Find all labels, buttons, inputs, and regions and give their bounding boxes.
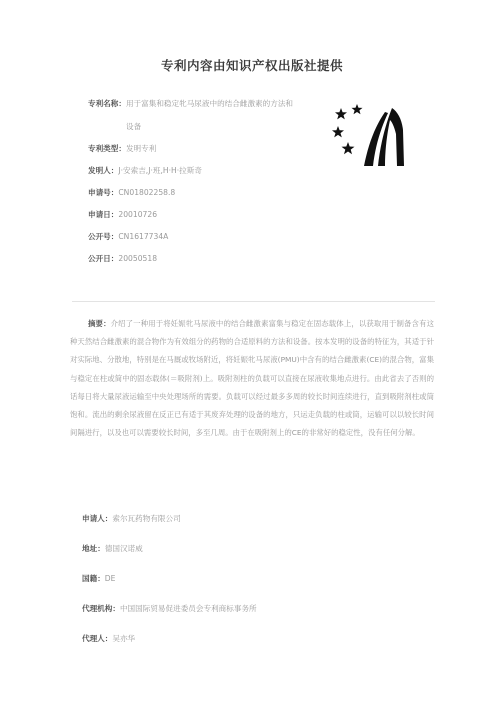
inventor-row: 发明人：J·安索吉,J·班,H·H·拉斯奇: [88, 166, 202, 175]
patent-type-row: 专利类型：发明专利: [88, 144, 157, 153]
country-value: DE: [104, 574, 116, 583]
country-label: 国籍: [82, 574, 98, 583]
patent-name-label: 专利名称: [88, 99, 119, 108]
patent-metadata: [88, 98, 328, 275]
publication-number-value: CN1617734A: [118, 232, 169, 241]
address-row: 地址：德国汉诺威: [82, 544, 143, 553]
agent-row: 代理人：吴亦华: [82, 634, 136, 643]
section-divider: [72, 301, 435, 302]
star-icon: [342, 142, 355, 154]
applicant-value: 索尔瓦药物有限公司: [112, 514, 181, 523]
application-number-label: 申请号: [88, 188, 111, 197]
emblem-right-pillar: [378, 108, 404, 166]
application-number-row: 申请号：CN01802258.8: [88, 188, 176, 197]
star-icon: [335, 108, 347, 119]
application-date-value: 20010726: [118, 210, 158, 219]
address-label: 地址: [82, 544, 98, 553]
agency-value: 中国国际贸易促进委员会专利商标事务所: [119, 604, 257, 613]
abstract-label: 摘要: [88, 319, 104, 328]
inventor-value: J·安索吉,J·班,H·H·拉斯奇: [118, 166, 202, 175]
application-date-label: 申请日: [88, 210, 111, 219]
applicant-row: 申请人：索尔瓦药物有限公司: [82, 514, 181, 523]
patent-type-label: 专利类型: [88, 144, 119, 153]
agency-label: 代理机构: [82, 604, 113, 613]
application-number-value: CN01802258.8: [118, 188, 176, 197]
publication-date-label: 公开日: [88, 254, 111, 263]
publication-number-label: 公开号: [88, 232, 111, 241]
star-icon: [352, 104, 363, 114]
star-icon: [332, 126, 344, 137]
abstract-text: 介绍了一种用于将妊娠牝马尿液中的结合雌激素富集与稳定在固态载体上，以获取用于制备含有这种天然结合雌激素的混合物作为有效组分的药物的合适原料的方法和设备。按本发明的设备的特征为，其适于针对实际地、分散地，特别是在马厩或牧场附近，将妊娠牝马尿液(PMU)中含有的结合雌激素(CE)的混合物，富集与稳定在柱或简中的固态载体(＝吸附剂)上。吸附剂柱的负载可以直接在尿液收集地点进行。由此省去了否则的话每日将大量尿液运输至中央处理场所的需要。负载可以经过最多多周的较长时间连续进行，直到吸附剂柱或筒饱和。流出的剩余尿液留在反正已有适于其废弃处理的设备的地方，只运走负载的柱或筒，运输可以以较长时间间隔进行，以及也可以需要较长时间，多至几周。由于在吸附剂上的CE的非常好的稳定性，没有任何分解。: [70, 319, 434, 438]
patent-type-value: 发明专利: [125, 144, 157, 153]
patent-name-value-cont: 设备: [126, 122, 142, 131]
applicant-info: [82, 513, 382, 663]
publication-date-row: 公开日：20050518: [88, 254, 158, 263]
agent-value: 吴亦华: [112, 634, 136, 643]
agency-row: 代理机构：中国国际贸易促进委员会专利商标事务所: [82, 604, 257, 613]
document-title: 专利内容由知识产权出版社提供: [160, 58, 343, 73]
patent-name-row: 专利名称：用于富集和稳定牝马尿液中的结合雌激素的方法和 设备: [88, 98, 328, 132]
publication-number-row: 公开号：CN1617734A: [88, 232, 169, 241]
address-value: 德国汉诺威: [104, 544, 143, 553]
abstract-paragraph: 摘要：介绍了一种用于将妊娠牝马尿液中的结合雌激素富集与稳定在固态载体上，以获取用于制备含有这种天然结合雌激素的混合物作为有效组分的药物的合适原料的方法和设备。按本发明的设备的特征为，其适于针对实际地、分散地，特别是在马厩或牧场附近，将妊娠牝马尿液(PMU)中含有的结合雌激素(CE)的混合物，富集与稳定在柱或简中的固态载体(＝吸附剂)上。吸附剂柱的负载可以直接在尿液收集地点进行。由此省去了否则的话每日将大量尿液运输至中央处理场所的需要。负载可以经过最多多周的较长时间连续进行，直到吸附剂柱或筒饱和。流出的剩余尿液留在反正已有适于其废弃处理的设备的地方，只运走负载的柱或筒，运输可以以较长时间间隔进行，以及也可以需要较长时间，多至几周。由于在吸附剂上的CE的非常好的稳定性，没有任何分解。: [70, 319, 434, 438]
applicant-label: 申请人: [82, 514, 105, 523]
inventor-label: 发明人: [88, 166, 111, 175]
patent-name-value: 用于富集和稳定牝马尿液中的结合雌激素的方法和: [125, 99, 294, 108]
application-date-row: 申请日：20010726: [88, 210, 158, 219]
publication-date-value: 20050518: [118, 254, 158, 263]
sipo-emblem-icon: [330, 100, 410, 168]
country-row: 国籍：DE: [82, 574, 116, 583]
agent-label: 代理人: [82, 634, 105, 643]
